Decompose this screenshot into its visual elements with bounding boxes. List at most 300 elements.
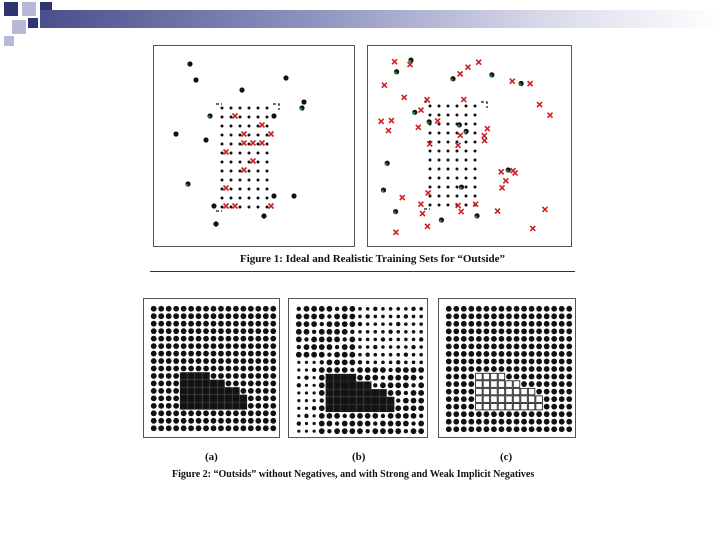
grid-dot-marker [447, 141, 450, 144]
grid-dot-marker [446, 404, 452, 410]
cross-marker [456, 143, 461, 148]
grid-dot-marker [266, 188, 269, 191]
grid-dot-marker [305, 368, 308, 371]
grid-dot-marker [342, 352, 348, 358]
grid-dot-marker [335, 421, 339, 425]
grid-dot-marker [166, 328, 172, 334]
grid-cell-square [491, 396, 498, 403]
grid-dot-marker [327, 405, 333, 411]
dot-marker-tint [427, 121, 430, 124]
grid-dot-marker [319, 390, 325, 396]
cross-marker [425, 224, 430, 229]
dot-marker-tint [451, 78, 454, 81]
grid-dot-marker [446, 359, 452, 365]
figure1-caption: Figure 1: Ideal and Realistic Training Sets for “Outside” [240, 253, 506, 265]
grid-dot-marker [404, 307, 408, 311]
grid-dot-marker [453, 426, 459, 432]
grid-dot-marker [349, 321, 355, 327]
grid-dot-marker [266, 179, 269, 182]
grid-dot-marker [476, 344, 482, 350]
grid-dot-marker [461, 389, 467, 395]
grid-dot-marker [166, 425, 172, 431]
grid-cell-square [483, 373, 490, 380]
grid-dot-marker [263, 351, 269, 357]
grid-dot-marker [181, 425, 187, 431]
grid-dot-marker [342, 421, 348, 427]
grid-dot-marker [476, 328, 482, 334]
grid-dot-marker [514, 419, 520, 425]
grid-dot-marker [166, 418, 172, 424]
grid-dot-marker [474, 150, 477, 153]
grid-dot-marker [566, 321, 572, 327]
grid-dot-marker [446, 321, 452, 327]
grid-dot-marker [312, 368, 316, 372]
grid-dot-marker [233, 351, 239, 357]
grid-dot-marker [320, 360, 324, 364]
grid-dot-marker [403, 382, 409, 388]
grid-dot-marker [468, 344, 474, 350]
panel-label-a: (a) [205, 451, 218, 463]
dot-marker-tint [519, 83, 522, 86]
grid-dot-marker [233, 336, 239, 342]
grid-dot-marker [188, 418, 194, 424]
grid-dot-marker [461, 381, 467, 387]
grid-dot-marker [218, 343, 224, 349]
grid-dot-marker [297, 368, 300, 371]
grid-dot-marker [566, 426, 572, 432]
grid-dot-marker [446, 306, 452, 312]
grid-dot-marker [438, 186, 441, 189]
cross-marker [482, 138, 487, 143]
grid-dot-marker [465, 141, 468, 144]
cross-marker [402, 95, 407, 100]
grid-dot-marker [248, 366, 254, 372]
grid-dot-marker [395, 375, 401, 381]
grid-dot-marker [233, 373, 239, 379]
grid-dot-marker [551, 426, 557, 432]
grid-dot-marker [327, 391, 331, 395]
grid-dot-marker [319, 329, 325, 335]
cross-marker [224, 150, 229, 155]
grid-dot-marker [221, 125, 224, 128]
grid-dot-marker [551, 313, 557, 319]
grid-dot-marker [438, 105, 441, 108]
grid-dot-marker [158, 358, 164, 364]
grid-dot-marker [239, 125, 242, 128]
grid-dot-marker [373, 307, 377, 311]
figure-divider [150, 271, 575, 272]
grid-dot-marker [372, 398, 378, 404]
grid-dot-marker [173, 403, 179, 409]
grid-dot-marker [381, 307, 385, 311]
grid-dot-marker [239, 188, 242, 191]
grid-dot-marker [499, 313, 505, 319]
grid-dot-marker [248, 313, 254, 319]
grid-dot-marker [151, 328, 157, 334]
grid-dot-marker [566, 419, 572, 425]
grid-dot-marker [266, 152, 269, 155]
grid-dot-marker [358, 398, 362, 402]
grid-dot-marker [514, 426, 520, 432]
grid-dot-marker [544, 359, 550, 365]
grid-dot-marker [181, 381, 187, 387]
grid-dot-marker [373, 421, 377, 425]
grid-dot-marker [453, 344, 459, 350]
grid-dot-marker [173, 425, 179, 431]
grid-dot-marker [491, 366, 497, 372]
grid-dot-marker [319, 421, 325, 427]
grid-dot-marker [461, 396, 467, 402]
grid-dot-marker [173, 343, 179, 349]
grid-dot-marker [304, 344, 310, 350]
grid-dot-marker [270, 425, 276, 431]
panel-label-b: (b) [352, 451, 366, 463]
cross-marker [485, 126, 490, 131]
grid-dot-marker [566, 389, 572, 395]
cross-marker [242, 141, 247, 146]
grid-dot-marker [404, 345, 408, 349]
grid-dot-marker [319, 314, 325, 320]
grid-dot-marker [257, 107, 260, 110]
grid-dot-marker [357, 367, 363, 373]
grid-dot-marker [188, 395, 194, 401]
grid-dot-marker [218, 425, 224, 431]
grid-dot-marker [211, 313, 217, 319]
grid-dot-marker [491, 411, 497, 417]
panel-label-c: (c) [500, 451, 513, 463]
grid-dot-marker [327, 429, 331, 433]
grid-dot-marker [226, 328, 232, 334]
grid-dot-marker [491, 336, 497, 342]
dot-marker-tint [464, 131, 467, 134]
grid-dot-marker [514, 344, 520, 350]
cross-marker [459, 209, 464, 214]
grid-dot-marker [357, 382, 363, 388]
grid-dot-marker [263, 388, 269, 394]
grid-dot-marker [263, 336, 269, 342]
grid-dot-marker [372, 405, 378, 411]
grid-dot-marker [334, 314, 340, 320]
grid-dot-marker [372, 367, 378, 373]
grid-dot-marker [240, 388, 246, 394]
grid-dot-marker [418, 428, 424, 434]
grid-dot-marker [240, 358, 246, 364]
grid-dot-marker [266, 197, 269, 200]
grid-dot-marker [453, 419, 459, 425]
grid-dot-marker [373, 383, 377, 387]
grid-cell-square [491, 403, 498, 410]
grid-dot-marker [319, 382, 325, 388]
grid-dot-marker [499, 411, 505, 417]
grid-dot-marker [447, 186, 450, 189]
cross-marker [510, 79, 515, 84]
grid-dot-marker [233, 403, 239, 409]
grid-dot-marker [536, 411, 542, 417]
grid-dot-marker [188, 313, 194, 319]
grid-dot-marker [544, 381, 550, 387]
grid-dot-marker [151, 351, 157, 357]
cross-marker [389, 118, 394, 123]
figure2-panel-b [288, 298, 428, 438]
grid-dot-marker [188, 373, 194, 379]
grid-dot-marker [334, 352, 340, 358]
cross-marker [425, 97, 430, 102]
grid-dot-marker [203, 425, 209, 431]
grid-dot-marker [255, 410, 261, 416]
grid-dot-marker [188, 343, 194, 349]
dot-marker-tint [409, 60, 412, 63]
grid-dot-marker [474, 186, 477, 189]
figure1-ideal-panel [153, 45, 355, 247]
grid-dot-marker [453, 404, 459, 410]
grid-dot-marker [559, 411, 565, 417]
grid-dot-marker [188, 306, 194, 312]
grid-dot-marker [313, 391, 316, 394]
grid-dot-marker [203, 381, 209, 387]
cross-marker [482, 133, 487, 138]
grid-dot-marker [446, 381, 452, 387]
grid-dot-marker [304, 414, 308, 418]
dot-marker [239, 87, 244, 92]
dot-marker [203, 137, 208, 142]
grid-dot-marker [380, 421, 386, 427]
grid-dot-marker [404, 330, 408, 334]
grid-dot-marker [248, 125, 251, 128]
grid-cell-square [476, 381, 483, 388]
grid-dot-marker [373, 315, 377, 319]
grid-dot-marker [529, 321, 535, 327]
grid-dot-marker [158, 336, 164, 342]
dot-grid-plot-b [289, 299, 427, 437]
grid-dot-marker [396, 322, 400, 326]
grid-dot-marker [456, 159, 459, 162]
grid-dot-marker [248, 343, 254, 349]
grid-dot-marker [461, 411, 467, 417]
grid-dot-marker [342, 390, 348, 396]
grid-dot-marker [418, 421, 424, 427]
dot-marker [301, 99, 306, 104]
grid-dot-marker [181, 336, 187, 342]
grid-dot-marker [381, 337, 385, 341]
grid-dot-marker [327, 314, 331, 318]
dot-marker-tint [300, 108, 303, 111]
grid-dot-marker [465, 105, 468, 108]
grid-dot-marker [381, 375, 385, 379]
grid-dot-marker [529, 419, 535, 425]
cross-marker [420, 211, 425, 216]
grid-dot-marker [536, 336, 542, 342]
grid-dot-marker [372, 413, 378, 419]
grid-dot-marker [536, 328, 542, 334]
grid-dot-marker [559, 328, 565, 334]
grid-dot-marker [218, 410, 224, 416]
grid-dot-marker [270, 418, 276, 424]
grid-dot-marker [403, 367, 409, 373]
grid-dot-marker [196, 321, 202, 327]
grid-dot-marker [218, 366, 224, 372]
grid-dot-marker [521, 381, 527, 387]
grid-dot-marker [468, 374, 474, 380]
grid-dot-marker [248, 336, 254, 342]
grid-dot-marker [203, 328, 209, 334]
grid-dot-marker [334, 413, 340, 419]
dot-marker-tint [475, 215, 478, 218]
grid-cell-square [483, 396, 490, 403]
grid-dot-marker [372, 375, 378, 381]
grid-dot-marker [491, 306, 497, 312]
header-band [40, 10, 720, 28]
grid-dot-marker [270, 306, 276, 312]
grid-dot-marker [456, 177, 459, 180]
grid-dot-marker [491, 426, 497, 432]
dot-marker [283, 75, 288, 80]
grid-dot-marker [551, 374, 557, 380]
grid-dot-marker [270, 328, 276, 334]
grid-dot-marker [218, 358, 224, 364]
grid-dot-marker [536, 389, 542, 395]
grid-dot-marker [438, 204, 441, 207]
dot-marker [211, 203, 216, 208]
grid-dot-marker [226, 313, 232, 319]
grid-cell-square [506, 396, 513, 403]
grid-dot-marker [312, 406, 316, 410]
cross-marker [386, 128, 391, 133]
grid-dot-marker [388, 413, 394, 419]
grid-dot-marker [349, 314, 355, 320]
grid-dot-marker [173, 373, 179, 379]
grid-dot-marker [559, 426, 565, 432]
grid-dot-marker [158, 388, 164, 394]
grid-dot-marker [248, 197, 251, 200]
grid-dot-marker [468, 336, 474, 342]
grid-dot-marker [474, 141, 477, 144]
grid-dot-marker [319, 367, 325, 373]
grid-dot-marker [403, 375, 409, 381]
grid-dot-marker [181, 366, 187, 372]
grid-dot-marker [311, 344, 317, 350]
grid-cell-square [498, 396, 505, 403]
grid-dot-marker [551, 366, 557, 372]
grid-dot-marker [389, 345, 393, 349]
grid-dot-marker [203, 343, 209, 349]
grid-dot-marker [151, 321, 157, 327]
grid-dot-marker [468, 366, 474, 372]
grid-dot-marker [188, 425, 194, 431]
grid-dot-marker [151, 358, 157, 364]
grid-dot-marker [248, 107, 251, 110]
cross-marker [418, 202, 423, 207]
grid-dot-marker [404, 429, 408, 433]
grid-dot-marker [151, 313, 157, 319]
grid-dot-marker [357, 428, 363, 434]
grid-dot-marker [334, 337, 340, 343]
grid-dot-marker [297, 345, 301, 349]
grid-dot-marker [396, 307, 400, 311]
grid-dot-marker [476, 321, 482, 327]
grid-dot-marker [158, 306, 164, 312]
grid-cell-square [528, 388, 535, 395]
grid-dot-marker [166, 388, 172, 394]
grid-dot-marker [297, 407, 300, 410]
grid-dot-marker [536, 419, 542, 425]
grid-dot-marker [196, 425, 202, 431]
grid-dot-marker [313, 430, 316, 433]
cross-marker [458, 133, 463, 138]
grid-dot-marker [551, 404, 557, 410]
grid-dot-marker [559, 351, 565, 357]
grid-dot-marker [305, 391, 308, 394]
grid-dot-marker [559, 396, 565, 402]
cross-marker [251, 159, 256, 164]
grid-dot-marker [438, 132, 441, 135]
grid-dot-marker [239, 197, 242, 200]
grid-dot-marker [211, 328, 217, 334]
grid-dot-marker [474, 177, 477, 180]
grid-dot-marker [476, 419, 482, 425]
cross-marker [476, 60, 481, 65]
grid-dot-marker [350, 368, 354, 372]
grid-dot-marker [461, 328, 467, 334]
grid-dot-marker [506, 336, 512, 342]
cross-marker [224, 204, 229, 209]
grid-dot-marker [446, 419, 452, 425]
grid-dot-marker [255, 388, 261, 394]
grid-dot-marker [395, 405, 401, 411]
grid-dot-marker [465, 150, 468, 153]
grid-dot-marker [166, 306, 172, 312]
grid-dot-marker [188, 328, 194, 334]
grid-dot-marker [514, 321, 520, 327]
grid-dot-marker [381, 361, 385, 365]
cross-marker [528, 81, 533, 86]
grid-dot-marker [230, 134, 233, 137]
grid-dot-marker [447, 159, 450, 162]
grid-dot-marker [335, 383, 339, 387]
grid-dot-marker [233, 366, 239, 372]
grid-dot-marker [158, 313, 164, 319]
grid-dot-marker [313, 361, 316, 364]
grid-dot-marker [263, 425, 269, 431]
grid-dot-marker [248, 410, 254, 416]
grid-dot-marker [559, 381, 565, 387]
grid-dot-marker [297, 383, 301, 387]
grid-dot-marker [240, 425, 246, 431]
grid-dot-marker [211, 381, 217, 387]
grid-dot-marker [446, 366, 452, 372]
grid-dot-marker [342, 314, 348, 320]
grid-dot-marker [248, 170, 251, 173]
grid-dot-marker [327, 306, 333, 312]
grid-dot-marker [411, 383, 415, 387]
grid-cell-square [528, 396, 535, 403]
grid-dot-marker [468, 426, 474, 432]
grid-dot-marker [396, 360, 400, 364]
grid-dot-marker [319, 375, 325, 381]
grid-dot-marker [304, 306, 310, 312]
grid-dot-marker [456, 195, 459, 198]
grid-dot-marker [521, 336, 527, 342]
grid-dot-marker [373, 330, 377, 334]
grid-dot-marker [468, 351, 474, 357]
grid-dot-marker [263, 381, 269, 387]
grid-dot-marker [365, 367, 371, 373]
grid-dot-marker [551, 351, 557, 357]
grid-dot-marker [327, 367, 333, 373]
grid-dot-marker [151, 410, 157, 416]
grid-dot-marker [476, 366, 482, 372]
grid-dot-marker [551, 344, 557, 350]
grid-dot-marker [319, 352, 325, 358]
